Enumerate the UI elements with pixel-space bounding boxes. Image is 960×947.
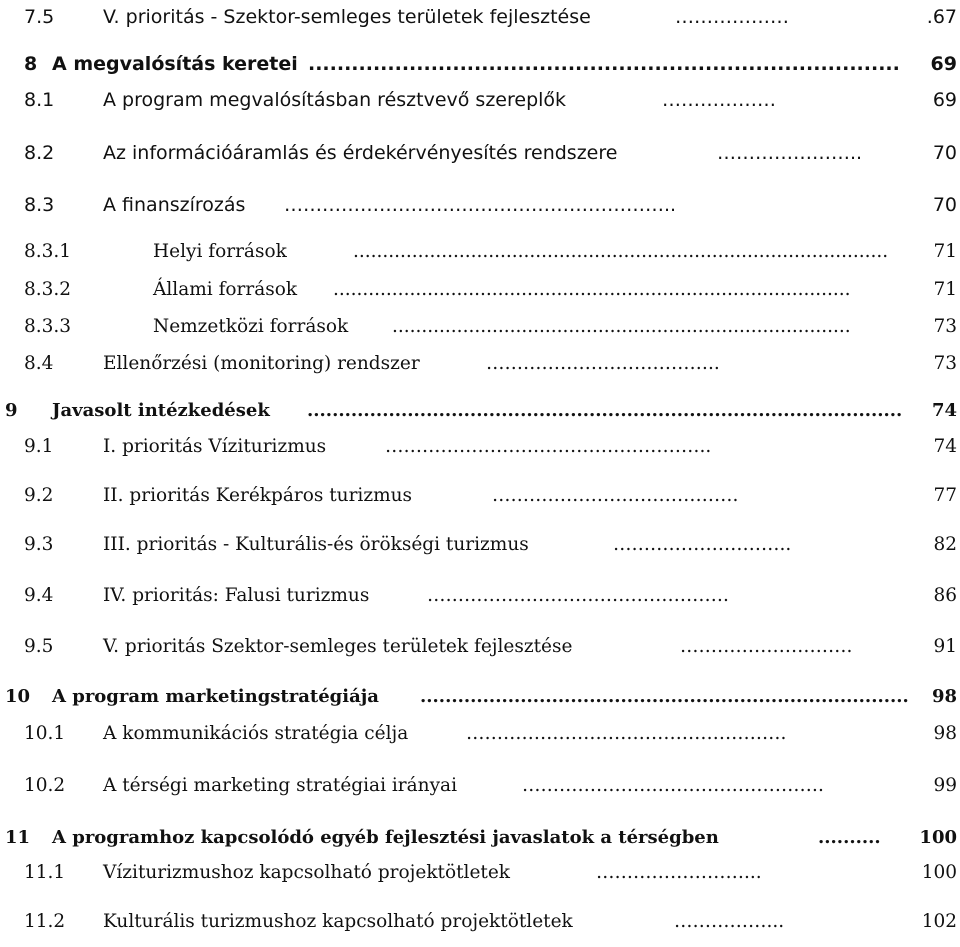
toc-entry-page: 86 [933, 585, 957, 606]
toc-entry-page: 73 [933, 316, 957, 337]
toc-entry-8-3-3[interactable] [0, 312, 960, 352]
toc-entry-page: 98 [933, 723, 957, 744]
toc-entry-title: V. prioritás - Szektor-semleges területek fejlesztése [103, 6, 591, 28]
toc-entry-10-1[interactable] [0, 719, 960, 759]
toc-entry-number: 10.2 [24, 775, 66, 796]
toc-entry-page: 73 [933, 353, 957, 374]
toc-entry-number: 11.2 [24, 911, 66, 932]
toc-leader: .................................................................................. [308, 53, 900, 75]
toc-leader: …………………………………………….. [385, 436, 712, 457]
toc-entry-number: 11.1 [24, 862, 66, 883]
toc-entry-page: 82 [933, 534, 957, 555]
toc-entry-number: 11 [5, 827, 31, 848]
toc-leader: ……………… [662, 89, 776, 111]
toc-entry-8[interactable] [0, 49, 960, 89]
toc-leader: ……………………………………………. [466, 723, 787, 744]
toc-entry-8-3[interactable] [0, 190, 960, 230]
toc-entry-title: Állami források [153, 279, 298, 300]
toc-entry-8-3-2[interactable] [0, 275, 960, 315]
toc-entry-11-2[interactable] [0, 907, 960, 947]
toc-entry-page: 74 [931, 400, 957, 421]
toc-entry-number: 8.3.3 [24, 316, 72, 337]
toc-entry-page: 77 [933, 485, 957, 506]
toc-entry-title: A kommunikációs stratégia célja [103, 723, 409, 744]
toc-entry-page: 70 [932, 194, 957, 216]
toc-leader: ........................................................................................ [333, 279, 851, 300]
toc-leader: ……………… [675, 6, 789, 28]
toc-entry-number: 8.3 [24, 194, 55, 216]
toc-leader: ………………….. [717, 142, 863, 164]
toc-leader: ………………………. [680, 636, 853, 657]
toc-entry-page: 71 [933, 241, 957, 262]
toc-entry-title: A megvalósítás keretei [52, 53, 298, 75]
toc-entry-title: Az információáramlás és érdekérvényesítés rendszere [103, 142, 618, 164]
toc-entry-10-2[interactable] [0, 771, 960, 811]
toc-entry-title: Kulturális turizmushoz kapcsolható projektötletek [103, 911, 573, 932]
toc-leader: …………………………………. [492, 485, 739, 506]
toc-leader: ............................................................................................... [307, 400, 903, 421]
toc-entry-9-4[interactable] [0, 581, 960, 621]
toc-entry-9[interactable] [0, 396, 960, 436]
toc-entry-page: .67 [926, 6, 957, 28]
toc-entry-title: II. prioritás Kerékpáros turizmus [103, 485, 413, 506]
toc-entry-page: 71 [933, 279, 957, 300]
toc-leader: …………………………………………. [427, 585, 729, 606]
toc-entry-title: III. prioritás - Kulturális-és örökségi turizmus [103, 534, 529, 555]
toc-entry-number: 10 [5, 686, 31, 707]
toc-leader: ……………... [674, 911, 785, 932]
toc-entry-number: 8.3.1 [24, 241, 72, 262]
toc-entry-10[interactable] [0, 682, 960, 722]
toc-leader: ........................................................................................... [353, 241, 889, 262]
toc-entry-number: 9.3 [24, 534, 54, 555]
toc-entry-number: 9.5 [24, 636, 54, 657]
toc-entry-number: 8.3.2 [24, 279, 72, 300]
toc-entry-number: 9.2 [24, 485, 54, 506]
toc-entry-title: Ellenőrzési (monitoring) rendszer [103, 353, 420, 374]
toc-leader: …………………………………………. [522, 775, 824, 796]
toc-entry-title: A program megvalósításban résztvevő szereplők [103, 89, 567, 111]
toc-entry-title: IV. prioritás: Falusi turizmus [103, 585, 370, 606]
toc-leader: .............................................................................. [420, 686, 909, 707]
toc-entry-page: 91 [933, 636, 957, 657]
toc-entry-number: 9.1 [24, 436, 54, 457]
toc-entry-number: 8.4 [24, 353, 54, 374]
toc-leader: .......... [818, 827, 881, 848]
toc-entry-page: 69 [930, 53, 957, 75]
toc-entry-number: 9.4 [24, 585, 54, 606]
toc-entry-number: 10.1 [24, 723, 66, 744]
toc-entry-number: 8 [24, 53, 38, 75]
toc-entry-title: Víziturizmushoz kapcsolható projektötletek [103, 862, 510, 883]
toc-entry-page: 70 [932, 142, 957, 164]
toc-entry-page: 102 [921, 911, 957, 932]
toc-entry-title: A program marketingstratégiája [52, 686, 379, 707]
toc-entry-title: A térségi marketing stratégiai irányai [103, 775, 457, 796]
toc-entry-number: 7.5 [24, 6, 55, 28]
toc-entry-8-1[interactable] [0, 85, 960, 125]
toc-leader: ……………………... [596, 862, 762, 883]
toc-entry-page: 74 [933, 436, 957, 457]
toc-entry-11[interactable] [0, 823, 960, 863]
toc-entry-title: Nemzetközi források [153, 316, 349, 337]
toc-entry-9-2[interactable] [0, 481, 960, 521]
toc-entry-7-5[interactable] [0, 2, 960, 42]
toc-entry-9-1[interactable] [0, 432, 960, 472]
toc-entry-number: 8.2 [24, 142, 55, 164]
toc-leader: .............................................................................. [392, 316, 851, 337]
toc-leader: ……………………………….. [486, 353, 720, 374]
toc-entry-page: 98 [931, 686, 957, 707]
toc-entry-11-1[interactable] [0, 858, 960, 898]
toc-entry-title: I. prioritás Víziturizmus [103, 436, 327, 457]
toc-entry-9-3[interactable] [0, 530, 960, 570]
toc-entry-page: 100 [921, 862, 957, 883]
toc-entry-number: 8.1 [24, 89, 55, 111]
toc-entry-title: V. prioritás Szektor-semleges területek fejlesztése [103, 636, 573, 657]
toc-entry-title: Helyi források [153, 241, 287, 262]
toc-entry-page: 69 [932, 89, 957, 111]
toc-entry-8-4[interactable] [0, 349, 960, 389]
toc-entry-8-2[interactable] [0, 138, 960, 178]
toc-entry-title: A programhoz kapcsolódó egyéb fejlesztési javaslatok a térségben [52, 827, 719, 848]
toc-entry-number: 9 [5, 400, 18, 421]
toc-entry-page: 99 [933, 775, 957, 796]
toc-leader: ……………………….. [613, 534, 792, 555]
toc-entry-page: 100 [919, 827, 957, 848]
toc-entry-8-3-1[interactable] [0, 237, 960, 277]
toc-leader: …………………………………………………….. [284, 194, 677, 216]
toc-entry-title: A finanszírozás [103, 194, 246, 216]
toc-entry-title: Javasolt intézkedések [52, 400, 270, 421]
toc-entry-9-5[interactable] [0, 632, 960, 672]
